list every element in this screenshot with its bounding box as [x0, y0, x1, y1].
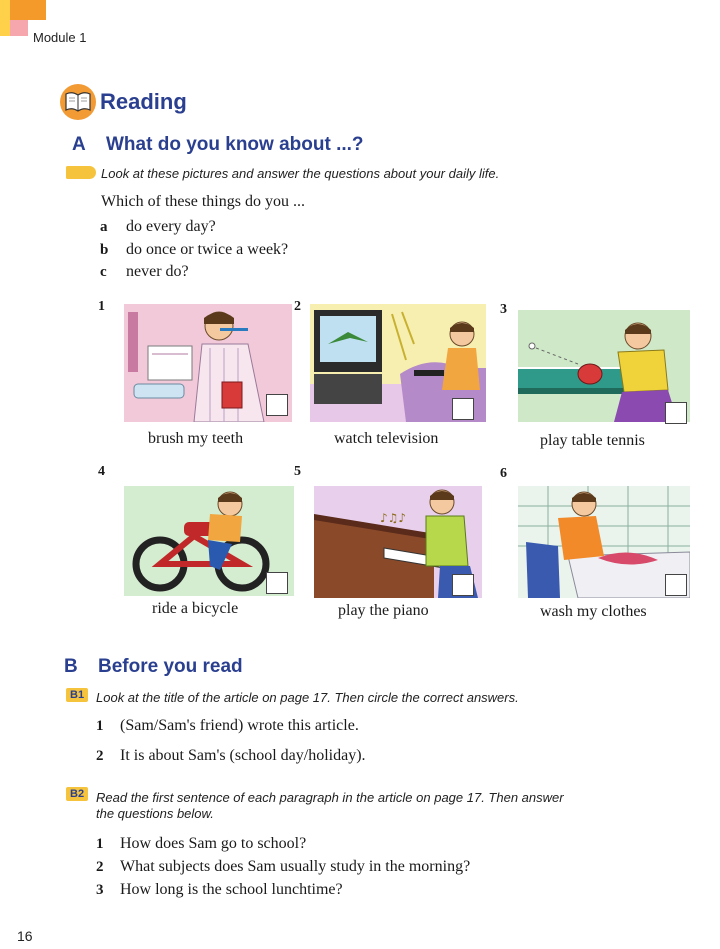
reading-heading: Reading [100, 89, 187, 114]
picture-number-3: 3 [500, 302, 507, 317]
b2-item-number-2: 2 [96, 859, 104, 875]
option-letter-c: c [100, 264, 107, 280]
tick-box-6[interactable] [665, 574, 687, 596]
picture-number-1: 1 [98, 299, 105, 314]
module-label: Module 1 [33, 30, 87, 45]
tick-box-5[interactable] [452, 574, 474, 596]
tick-box-1[interactable] [266, 394, 288, 416]
section-a-letter: A [72, 134, 86, 155]
tick-box-2[interactable] [452, 398, 474, 420]
section-a-title: What do you know about ...? [106, 134, 364, 155]
caption-wash-my-clothes: wash my clothes [540, 603, 647, 620]
b1-item-number-2: 2 [96, 748, 104, 764]
b1-instruction: Look at the title of the article on page 17. Then circle the correct answers. [96, 690, 519, 705]
corner-decoration-yellow [0, 0, 10, 36]
b2-item-text-2: What subjects does Sam usually study in the morning? [120, 858, 471, 875]
b2-instruction-line-1: Read the first sentence of each paragraph in the article on page 17. Then answer [96, 790, 564, 805]
b2-badge: B2 [66, 787, 88, 801]
caption-play-table-tennis: play table tennis [540, 432, 645, 449]
section-b-heading [64, 656, 243, 678]
caption-play-the-piano: play the piano [338, 602, 429, 619]
svg-text:♪♫♪: ♪♫♪ [380, 511, 407, 525]
section-a-question: Which of these things do you ... [101, 193, 305, 210]
b2-item-number-3: 3 [96, 882, 104, 898]
b2-instruction-line-2: the questions below. [96, 806, 214, 821]
caption-watch-television: watch television [334, 430, 439, 447]
b1-badge: B1 [66, 688, 88, 702]
b2-item-text-3: How long is the school lunchtime? [120, 881, 343, 898]
option-text-c: never do? [126, 263, 189, 280]
b1-item-number-1: 1 [96, 718, 104, 734]
picture-number-4: 4 [98, 464, 105, 479]
tick-box-3[interactable] [665, 402, 687, 424]
caption-brush-teeth: brush my teeth [148, 430, 244, 447]
instruction-marker [66, 166, 96, 179]
b1-item-text-2: It is about Sam's (school day/holiday). [120, 747, 366, 764]
page-number: 16 [17, 928, 33, 944]
b2-item-number-1: 1 [96, 836, 104, 852]
section-b-letter: B [64, 656, 78, 677]
section-a-heading [72, 134, 364, 156]
option-text-a: do every day? [126, 218, 216, 235]
section-b-title: Before you read [98, 656, 243, 677]
picture-number-2: 2 [294, 299, 301, 314]
book-icon [60, 84, 96, 120]
b2-item-text-1: How does Sam go to school? [120, 835, 307, 852]
tick-box-4[interactable] [266, 572, 288, 594]
picture-number-6: 6 [500, 466, 507, 481]
picture-number-5: 5 [294, 464, 301, 479]
section-a-instruction: Look at these pictures and answer the questions about your daily life. [101, 166, 500, 181]
option-letter-b: b [100, 242, 109, 258]
option-letter-a: a [100, 219, 108, 235]
caption-ride-a-bicycle: ride a bicycle [152, 600, 239, 617]
b1-item-text-1: (Sam/Sam's friend) wrote this article. [120, 717, 359, 734]
option-text-b: do once or twice a week? [126, 241, 289, 258]
